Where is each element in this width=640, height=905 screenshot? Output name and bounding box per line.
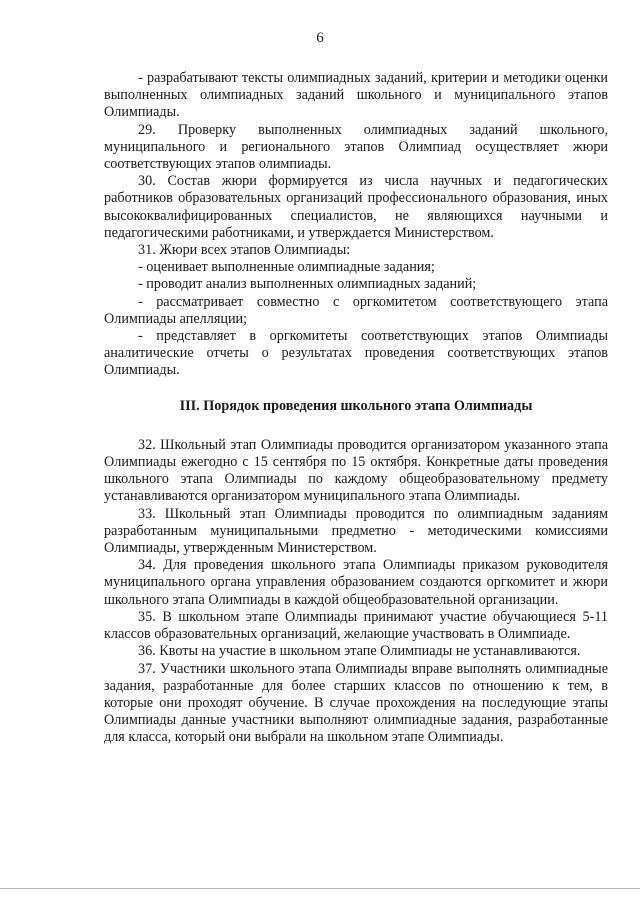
paragraph-32: 32. Школьный этап Олимпиады проводится организатором указанного этапа Олимпиады ежегодно с 15 сентября по 15 октября. Конкретные даты проведения школьного этапа Олимпиады по каждому общеобразовательному предмету устанавливаются организатором муниципального этапа Олимпиады. [104, 436, 608, 505]
paragraph-34: 34. Для проведения школьного этапа Олимпиады приказом руководителя муниципального органа управления образованием создаются оргкомитет и жюри школьного этапа Олимпиады в каждой общеобразовательной организации. [104, 557, 608, 608]
paragraph-29: 29. Проверку выполненных олимпиадных заданий школьного, муниципального и регионального этапов Олимпиад осуществляет жюри соответствующих этапов олимпиады. [104, 121, 608, 173]
page-number: 6 [316, 30, 324, 46]
paragraph-30: 30. Состав жюри формируется из числа научных и педагогических работников образовательных организаций профессионального образования, иных высококвалифицированных специалистов, не являющихся научными и педагогическими работниками, и утверждается Министерством. [104, 173, 608, 241]
paragraph-33: 33. Школьный этап Олимпиады проводится по олимпиадным заданиям разработанным муниципальными предметно - методическими комиссиями Олимпиады, утвержденным Министерством. [104, 505, 608, 557]
paragraph-31-item-1: - оценивает выполненные олимпиадные задания; [138, 259, 435, 276]
paragraph-37: 37. Участники школьного этапа Олимпиады вправе выполнять олимпиадные задания, разработанные для более старших классов по отношению к тем, в которые они проходят обучение. В случае прохождения на последующие этапы Олимпиады данные участники выполняют олимпиадные задания, разработанные для класса, который они выбрали на школьном этапе Олимпиады. [104, 660, 608, 746]
page-bottom-divider [0, 888, 640, 889]
paragraph-item-28-dash: - разрабатывают тексты олимпиадных заданий, критерии и методики оценки выполненных олимпиадных заданий школьного и муниципального этапов Олимпиады. [104, 70, 608, 121]
paragraph-31-item-3: - рассматривает совместно с оргкомитетом соответствующего этапа Олимпиады апелляции; [104, 293, 608, 327]
document-body [104, 70, 608, 747]
paragraph-36: 36. Квоты на участие в школьном этапе Олимпиады не устанавливаются. [138, 643, 581, 660]
paragraph-31: 31. Жюри всех этапов Олимпиады: [138, 242, 351, 259]
paragraph-31-item-2: - проводит анализ выполненных олимпиадных заданий; [138, 276, 477, 293]
paragraph-31-item-4: - представляет в оргкомитеты соответствующих этапов Олимпиады аналитические отчеты о результатах проведения соответствующих этапов Олимпиады. [104, 328, 608, 379]
paragraph-35: 35. В школьном этапе Олимпиады принимают участие обучающиеся 5-11 классов образовательных организаций, желающие участвовать в Олимпиаде. [104, 608, 608, 643]
section-heading: III. Порядок проведения школьного этапа Олимпиады [179, 397, 533, 414]
